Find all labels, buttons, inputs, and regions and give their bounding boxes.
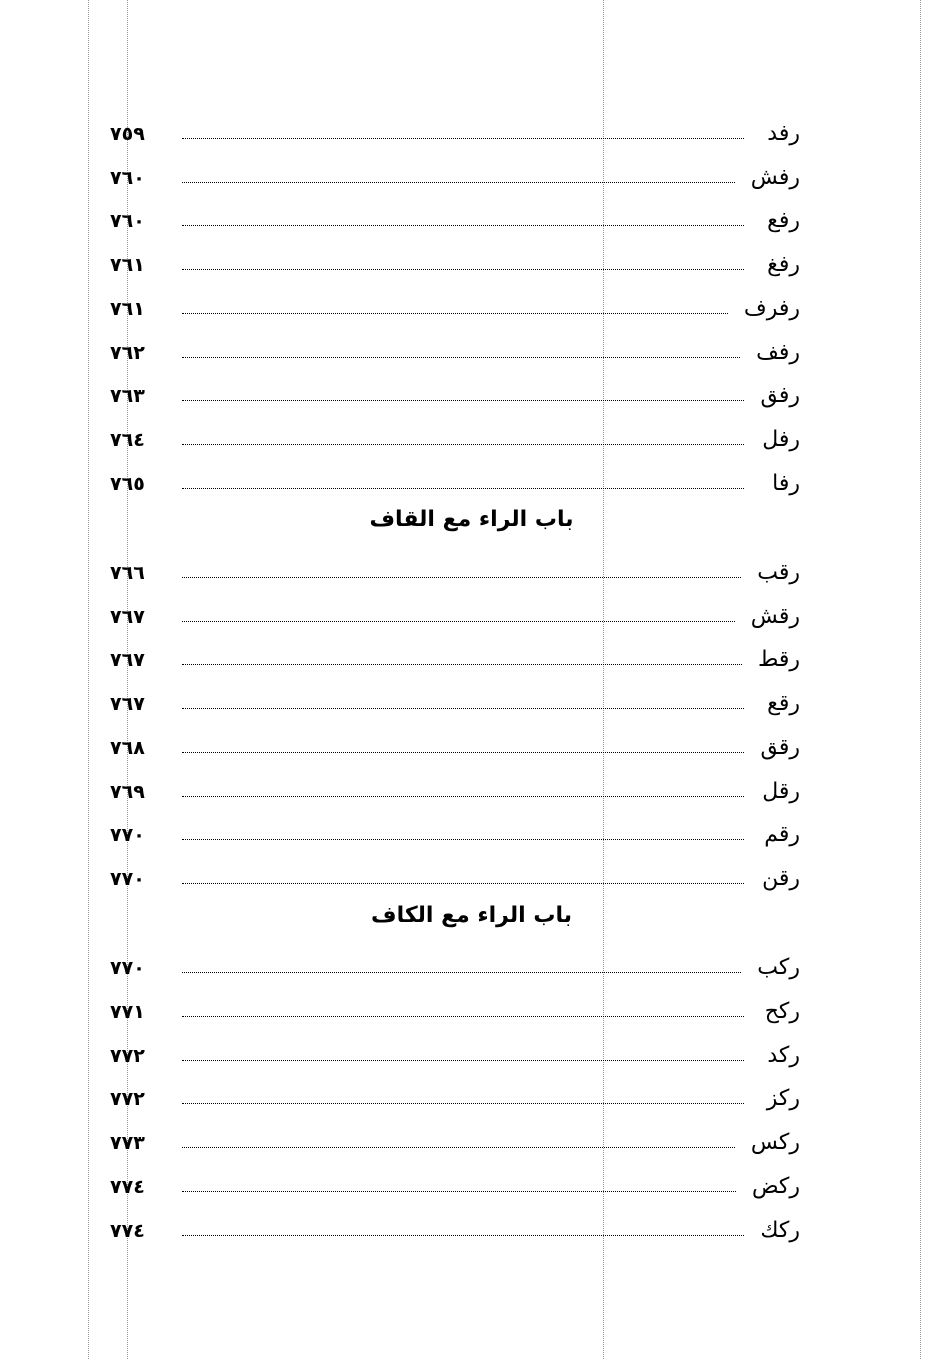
dot-leader [182, 972, 741, 973]
entry-page-number: ٧٧٤ [110, 1219, 145, 1242]
dot-leader [182, 444, 744, 445]
dot-leader [182, 752, 744, 753]
entry-word: ركض [751, 1173, 800, 1199]
index-entry [110, 152, 800, 192]
dot-leader [182, 357, 740, 358]
entry-page-number: ٧٦٤ [110, 428, 145, 451]
index-entry [110, 414, 800, 454]
index-entry [110, 986, 800, 1026]
dot-leader [182, 708, 744, 709]
index-entry [110, 766, 800, 806]
entry-word: رقش [750, 603, 800, 629]
dot-leader [182, 883, 744, 884]
entry-page-number: ٧٦٩ [110, 780, 145, 803]
index-entry [110, 108, 800, 148]
index-entry [110, 853, 800, 893]
entry-page-number: ٧٦٧ [110, 649, 145, 672]
index-entry [110, 634, 800, 674]
dot-leader [182, 225, 744, 226]
entry-page-number: ٧٦٨ [110, 736, 145, 759]
dot-leader [182, 488, 744, 489]
entry-page-number: ٧٧٤ [110, 1175, 145, 1198]
index-entry [110, 678, 800, 718]
index-entry [110, 722, 800, 762]
dot-leader [182, 664, 742, 665]
entry-word: رفل [762, 426, 800, 452]
dot-leader [182, 1147, 735, 1148]
index-entry [110, 1117, 800, 1157]
entry-word: رفا [772, 470, 800, 496]
entry-page-number: ٧٦٧ [110, 693, 145, 716]
entry-page-number: ٧٧٠ [110, 867, 145, 890]
entry-word: رفع [767, 208, 800, 234]
entry-word: رفش [750, 164, 800, 190]
scan-guide-line [920, 0, 921, 1359]
entry-page-number: ٧٦٣ [110, 385, 145, 408]
index-entry [110, 1073, 800, 1113]
entry-word: رفغ [767, 252, 800, 278]
entry-word: ركك [760, 1217, 800, 1243]
index-entry [110, 1030, 800, 1070]
dot-leader [182, 1016, 744, 1017]
index-entry [110, 239, 800, 279]
dot-leader [182, 1060, 744, 1061]
index-entry [110, 942, 800, 982]
dot-leader [182, 138, 744, 139]
index-entry [110, 458, 800, 498]
index-entry [110, 1161, 800, 1201]
entry-word: رقب [757, 560, 800, 585]
entry-word: ركح [764, 999, 800, 1024]
entry-word: رقع [767, 691, 800, 717]
dot-leader [182, 1235, 744, 1236]
entry-word: رفرف [743, 295, 800, 321]
dot-leader [182, 313, 728, 314]
dot-leader [182, 621, 735, 622]
entry-page-number: ٧٧٠ [110, 957, 145, 980]
entry-page-number: ٧٦١ [110, 297, 145, 320]
entry-page-number: ٧٦٠ [110, 210, 145, 233]
entry-page-number: ٧٧٢ [110, 1044, 145, 1067]
index-entry [110, 809, 800, 849]
entry-word: رقل [762, 778, 800, 804]
dot-leader [182, 839, 744, 840]
dot-leader [182, 182, 735, 183]
section-heading: باب الراء مع الكاف [371, 902, 572, 928]
entry-page-number: ٧٦٠ [110, 166, 145, 189]
entry-word: ركب [757, 955, 800, 981]
section-heading: باب الراء مع القاف [369, 507, 574, 533]
entry-page-number: ٧٧١ [110, 1001, 145, 1023]
index-entry [110, 327, 800, 367]
index-entry [110, 591, 800, 631]
index-entry [110, 370, 800, 410]
entry-word: ركد [767, 1042, 800, 1068]
index-entry [110, 283, 800, 323]
entry-word: رقق [760, 734, 800, 760]
entry-page-number: ٧٦٦ [110, 562, 145, 584]
entry-word: رفق [760, 383, 800, 409]
entry-page-number: ٧٦١ [110, 254, 145, 277]
dot-leader [182, 796, 744, 797]
scan-guide-line [88, 0, 89, 1359]
entry-word: ركس [750, 1130, 800, 1156]
dot-leader [182, 400, 744, 401]
entry-page-number: ٧٧٣ [110, 1132, 145, 1155]
entry-word: رفد [767, 121, 800, 146]
entry-word: رفف [756, 339, 800, 365]
entry-word: رقن [762, 865, 800, 891]
index-entry [110, 547, 800, 587]
entry-word: رقم [764, 822, 800, 848]
dot-leader [182, 577, 741, 578]
entry-page-number: ٧٦٧ [110, 605, 145, 628]
entry-word: ركز [766, 1086, 800, 1112]
entry-page-number: ٧٧٢ [110, 1088, 145, 1111]
dot-leader [182, 1103, 744, 1104]
entry-page-number: ٧٦٥ [110, 472, 145, 495]
entry-page-number: ٧٥٩ [110, 123, 145, 145]
entry-page-number: ٧٧٠ [110, 824, 145, 847]
dot-leader [182, 1191, 736, 1192]
index-entry [110, 195, 800, 235]
dot-leader [182, 269, 744, 270]
entry-page-number: ٧٦٢ [110, 341, 145, 364]
entry-word: رقط [757, 647, 800, 673]
index-entry [110, 1205, 800, 1245]
